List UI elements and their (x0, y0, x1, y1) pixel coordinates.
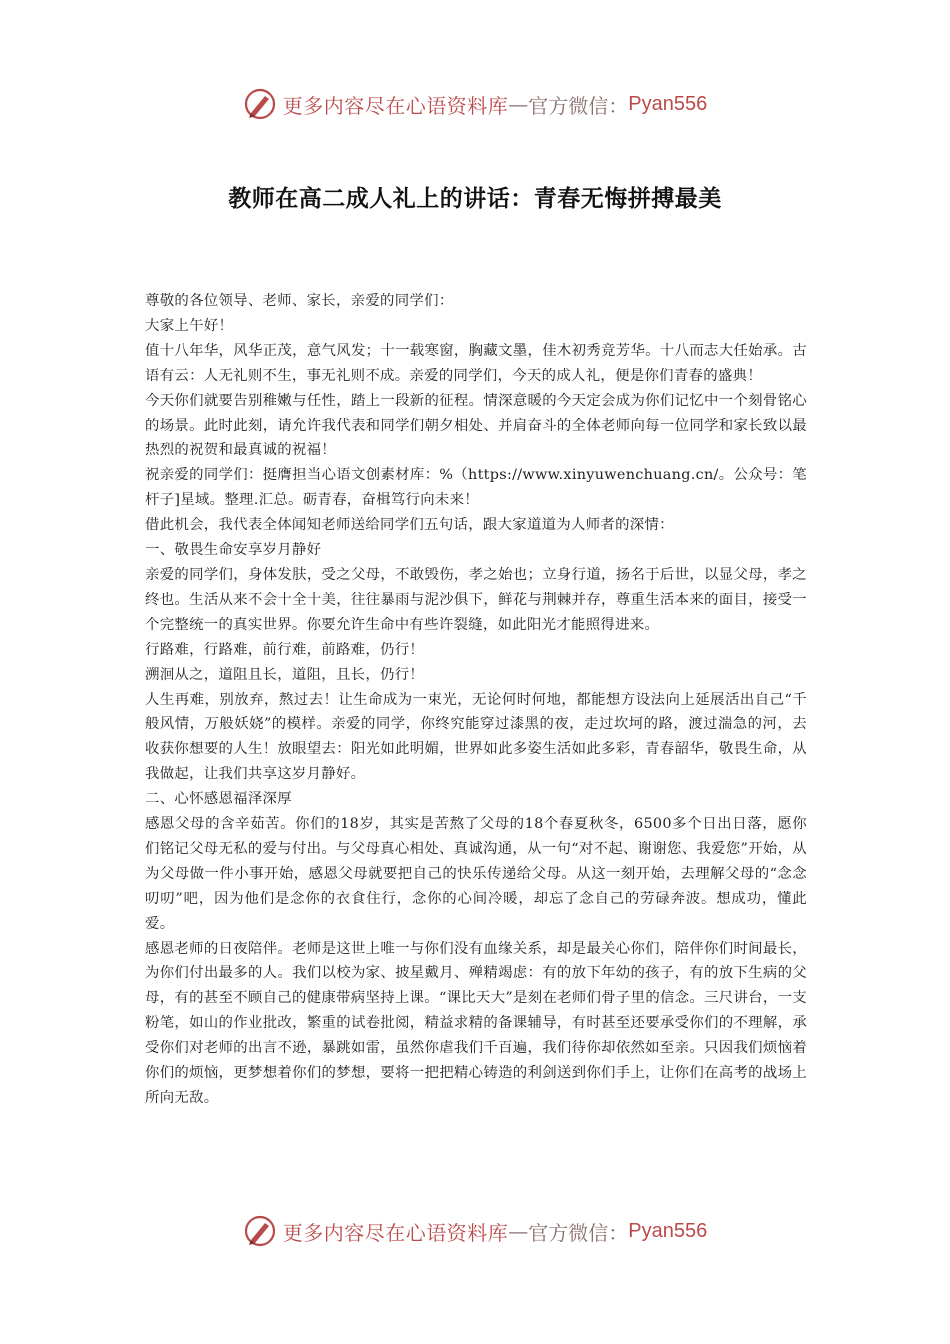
paragraph: 值十八年华，风华正茂，意气风发；十一载寒窗，胸藏文墨，佳木初秀竞芳华。十八而志大任始承。古语有云：人无礼则不生，事无礼则不成。亲爱的同学们，今天的成人礼，便是你们青春的盛典！ (145, 342, 807, 384)
paragraph: 尊敬的各位领导、老师、家长，亲爱的同学们： (145, 293, 454, 309)
paragraph: 感恩父母的含辛茹苦。你们的18岁，其实是苦熬了父母的18个春夏秋冬，6500多个日出日落，愿你们铭记父母无私的爱与付出。与父母真心相处、真诚沟通，从一句“对不起、谢谢您、我爱您”开始，从为父母做一件小事开始，感恩父母就要把自己的快乐传递给父母。从这一刻开始，去理解父母的“念念叨叨”吧，因为他们是念你的衣食住行，念你的心间冷暖，却忘了念自己的劳碌奔波。想成功，懂此爱。 (145, 816, 807, 932)
banner-brand-text: 更多内容尽在心语资料库 (282, 1220, 509, 1245)
paragraph: 借此机会，我代表全体闻知老师送给同学们五句话，跟大家道道为人师者的深情： (145, 517, 674, 534)
banner-dash: — (508, 92, 529, 116)
section-heading: 一、敬畏生命安享岁月静好 (145, 542, 322, 559)
paragraph: 祝亲爱的同学们：挺膺担当心语文创素材库：%（https://www.xinyuwenchuang.cn/。公众号：笔杆子]星域。整理.汇总。砺青春，奋楫笃行向未来！ (145, 467, 807, 509)
pen-logo-icon (243, 1214, 277, 1248)
paragraph: 亲爱的同学们，身体发肤，受之父母，不敢毁伤，孝之始也；立身行道，扬名于后世，以显父母，孝之终也。生活从来不会十全十美，往往暴雨与泥沙俱下，鲜花与荆棘并存，尊重生活本来的面目，接受一个完整统一的真实世界。你要允许生命中有些许裂缝，如此阳光才能照得进来。 (145, 566, 807, 633)
paragraph: 行路难，行路难，前行难，前路难，仍行！ (145, 641, 425, 658)
pen-logo-icon (243, 87, 277, 121)
banner-wechat-label: 官方微信： (528, 1220, 629, 1245)
footer-banner (0, 1211, 950, 1251)
paragraph: 感恩老师的日夜陪伴。老师是这世上唯一与你们没有血缘关系，却是最关心你们，陪伴你们时间最长，为你们付出最多的人。我们以校为家、披星戴月、殚精竭虑：有的放下年幼的孩子，有的放下生病的父母，有的甚至不顾自己的健康带病坚持上课。“课比天大”是刻在老师们骨子里的信念。三尺讲台，一支粉笔，如山的作业批改，繁重的试卷批阅，精益求精的备课辅导，有时甚至还要承受你们的不理解，承受你们对老师的出言不逊，暴跳如雷，虽然你虐我们千百遍，我们待你却依然如至亲。只因我们烦恼着你们的烦恼，更梦想着你们的梦想，要将一把把精心铸造的利剑送到你们手上，让你们在高考的战场上所向无敌。 (145, 940, 807, 1106)
document-body (145, 289, 807, 1111)
banner-wechat-id: Pyan556 (628, 1219, 708, 1242)
banner-brand-text: 更多内容尽在心语资料库 (282, 93, 509, 118)
document-title: 教师在高二成人礼上的讲话：青春无悔拼搏最美 (228, 185, 722, 212)
banner-wechat-label: 官方微信： (528, 93, 629, 118)
banner-wechat-id: Pyan556 (628, 92, 708, 115)
section-heading: 二、心怀感恩福泽深厚 (145, 791, 292, 808)
paragraph: 人生再难，别放弃，熬过去！让生命成为一束光，无论何时何地，都能想方设法向上延展活出自己“千般风情，万般妖娆”的模样。亲爱的同学，你终究能穿过漆黑的夜，走过坎坷的路，渡过湍急的河，去收获你想要的人生！放眼望去：阳光如此明媚，世界如此多姿生活如此多彩，青春韶华，敬畏生命，从我做起，让我们共享这岁月静好。 (145, 691, 807, 783)
paragraph: 大家上午好！ (145, 317, 234, 334)
paragraph: 今天你们就要告别稚嫩与任性，踏上一段新的征程。情深意暖的今天定会成为你们记忆中一个刻骨铭心的场景。此时此刻，请允许我代表和同学们朝夕相处、并肩奋斗的全体老师向每一位同学和家长致以最热烈的祝贺和最真诚的祝福！ (145, 392, 807, 459)
header-banner (0, 84, 950, 124)
banner-dash: — (508, 1219, 529, 1243)
paragraph: 溯洄从之，道阻且长，道阻，且长，仍行！ (145, 666, 425, 683)
